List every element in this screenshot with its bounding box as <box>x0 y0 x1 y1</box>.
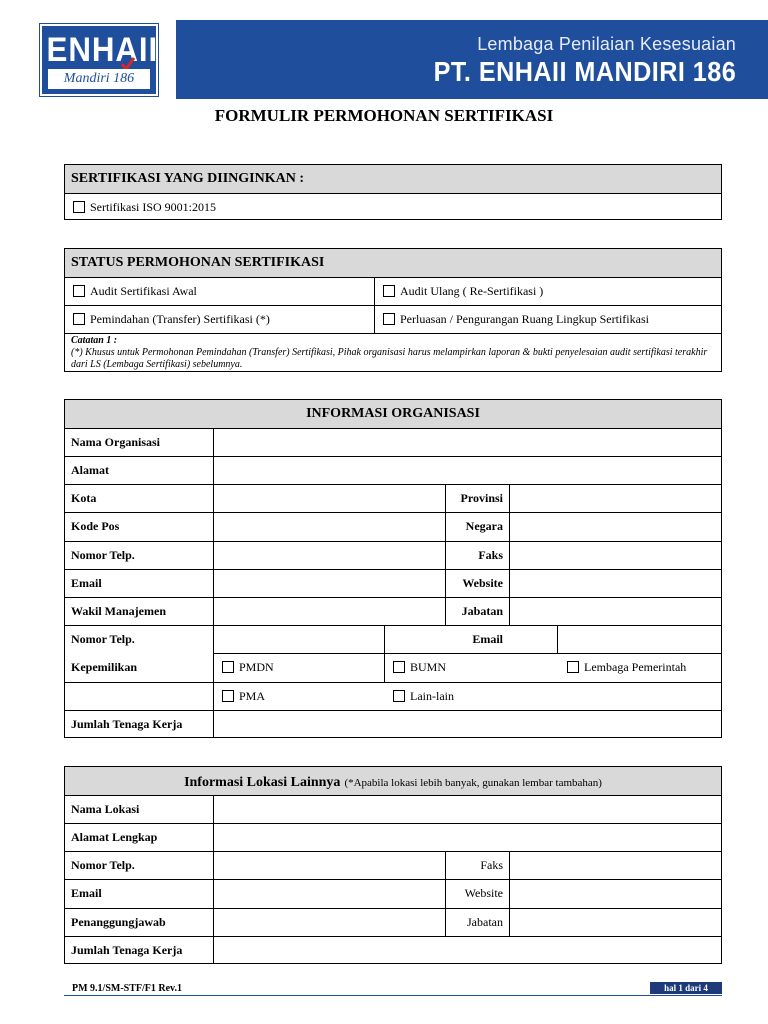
logo-word: ENHAII <box>46 31 159 69</box>
divider <box>65 305 721 306</box>
location-heading <box>65 773 721 791</box>
checkbox-icon[interactable] <box>73 313 85 325</box>
option-pmdn[interactable] <box>222 660 274 675</box>
status-section <box>64 248 722 372</box>
label-province: Provinsi <box>460 491 503 505</box>
label-loc-workforce: Jumlah Tenaga Kerja <box>71 943 183 957</box>
location-heading-text: Informasi Lokasi Lainnya <box>184 775 341 790</box>
label-postal-code: Kode Pos <box>71 519 120 533</box>
divider <box>65 625 721 626</box>
checkbox-icon[interactable] <box>383 313 395 325</box>
divider <box>65 512 721 513</box>
divider <box>509 484 510 625</box>
option-iso-label: Sertifikasi ISO 9001:2015 <box>90 200 216 214</box>
divider <box>65 710 721 711</box>
header-company: PT. ENHAII MANDIRI 186 <box>433 56 736 87</box>
option-label: Audit Ulang ( Re-Sertifikasi ) <box>400 284 544 298</box>
option-label: Audit Sertifikasi Awal <box>90 284 197 298</box>
checkbox-icon[interactable] <box>222 690 234 702</box>
divider <box>65 823 721 824</box>
divider <box>65 569 721 570</box>
divider <box>557 625 558 653</box>
org-section <box>64 399 722 738</box>
checkbox-icon[interactable] <box>222 661 234 673</box>
divider <box>65 879 721 880</box>
label-phone-2: Nomor Telp. <box>71 632 135 646</box>
logo-tagline: Mandiri 186 <box>48 69 150 89</box>
label-city: Kota <box>71 491 97 505</box>
option-government[interactable] <box>567 660 686 675</box>
label-loc-phone: Nomor Telp. <box>71 858 135 872</box>
label-management-rep: Wakil Manajemen <box>71 604 166 618</box>
divider <box>65 428 721 429</box>
divider <box>65 795 721 796</box>
label-org-name: Nama Organisasi <box>71 435 161 449</box>
footer-divider <box>64 995 722 996</box>
option-bumn[interactable] <box>393 660 446 675</box>
status-heading: STATUS PERMOHONAN SERTIFIKASI <box>71 255 325 270</box>
form-title: FORMULIR PERMOHONAN SERTIFIKASI <box>214 106 554 125</box>
label-ownership: Kepemilikan <box>71 660 138 674</box>
header-band <box>176 20 768 99</box>
checkbox-icon[interactable] <box>73 201 85 213</box>
location-heading-note: (*Apabila lokasi lebih banyak, gunakan lembar tambahan) <box>344 777 602 789</box>
option-label: PMDN <box>239 660 274 674</box>
divider <box>65 277 721 278</box>
footer-doc-code: PM 9.1/SM-STF/F1 Rev.1 <box>72 983 182 994</box>
note-text: (*) Khusus untuk Permohonan Pemindahan (Transfer) Sertifikasi, Pihak organisasi harus melampirkan laporan & bukti penyelesaian audit sertifikasi terakhir dari LS (Lembaga Sertifikasi) sebelumnya. <box>71 347 708 370</box>
label-loc-email: Email <box>71 886 102 900</box>
cert-section <box>64 164 722 220</box>
divider <box>65 597 721 598</box>
checkbox-icon[interactable] <box>393 690 405 702</box>
divider <box>65 541 721 542</box>
divider <box>213 795 214 963</box>
divider <box>65 936 721 937</box>
divider <box>65 682 721 683</box>
location-section <box>64 766 722 964</box>
label-country: Negara <box>465 519 503 533</box>
checkbox-icon[interactable] <box>383 285 395 297</box>
divider <box>509 851 510 936</box>
option-initial-audit[interactable] <box>73 284 197 299</box>
option-label: Perluasan / Pengurangan Ruang Lingkup Sertifikasi <box>400 312 649 326</box>
label-website: Website <box>462 576 503 590</box>
divider <box>65 456 721 457</box>
divider <box>65 484 721 485</box>
option-iso-9001[interactable] <box>73 200 216 215</box>
footer-page-number: hal 1 dari 4 <box>650 982 722 994</box>
checkbox-icon[interactable] <box>393 661 405 673</box>
divider <box>374 277 375 333</box>
option-label: BUMN <box>410 660 447 674</box>
cert-section-heading: SERTIFIKASI YANG DIINGINKAN : <box>71 171 305 186</box>
label-workforce: Jumlah Tenaga Kerja <box>71 717 183 731</box>
option-label: Lain-lain <box>410 689 454 703</box>
divider <box>65 193 721 194</box>
divider <box>65 908 721 909</box>
option-transfer[interactable] <box>73 312 270 327</box>
divider <box>65 333 721 334</box>
checkbox-icon[interactable] <box>73 285 85 297</box>
option-scope-change[interactable] <box>383 312 649 327</box>
note-title: Catatan 1 : <box>71 335 118 346</box>
divider <box>213 653 721 654</box>
label-loc-website: Website <box>464 886 503 900</box>
label-phone: Nomor Telp. <box>71 548 135 562</box>
option-other[interactable] <box>393 689 454 704</box>
option-pma[interactable] <box>222 689 265 704</box>
divider <box>384 625 385 682</box>
label-location-name: Nama Lokasi <box>71 802 140 816</box>
label-full-address: Alamat Lengkap <box>71 830 158 844</box>
option-label: PMA <box>239 689 266 703</box>
option-reaudit[interactable] <box>383 284 543 299</box>
label-loc-position: Jabatan <box>467 915 503 929</box>
header-subtitle: Lembaga Penilaian Kesesuaian <box>477 34 736 54</box>
option-label: Lembaga Pemerintah <box>584 660 687 674</box>
checkbox-icon[interactable] <box>567 661 579 673</box>
label-fax: Faks <box>478 548 503 562</box>
label-loc-fax: Faks <box>480 858 503 872</box>
label-email-2: Email <box>472 632 503 646</box>
label-email: Email <box>71 576 102 590</box>
option-label: Pemindahan (Transfer) Sertifikasi (*) <box>90 312 270 326</box>
label-address: Alamat <box>71 463 109 477</box>
label-person-in-charge: Penanggungjawab <box>71 915 166 929</box>
label-position: Jabatan <box>461 604 503 618</box>
org-heading: INFORMASI ORGANISASI <box>306 406 480 421</box>
company-logo <box>40 24 158 96</box>
divider <box>65 851 721 852</box>
divider <box>213 428 214 738</box>
